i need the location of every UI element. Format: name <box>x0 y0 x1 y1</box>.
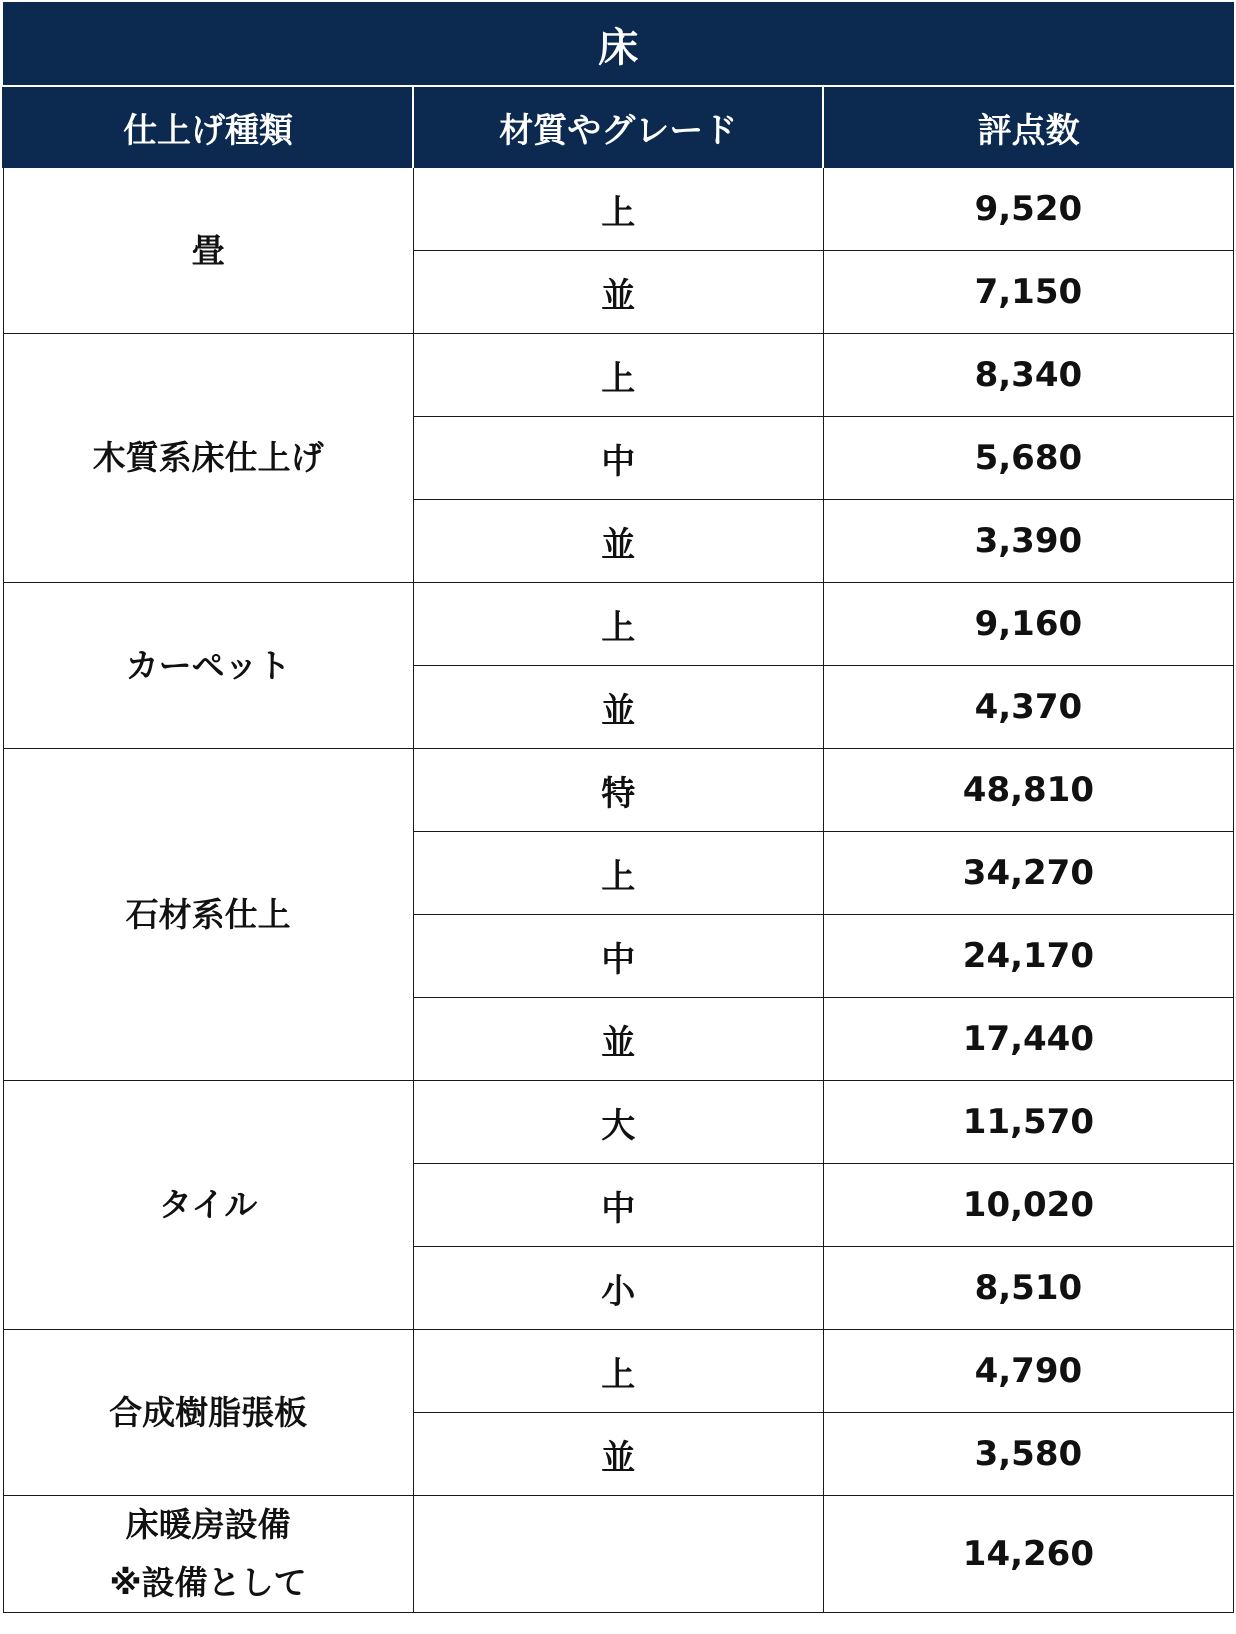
grade-cell: 上 <box>413 168 823 251</box>
score-cell: 3,390 <box>823 500 1233 583</box>
score-cell: 7,150 <box>823 251 1233 334</box>
header-finish-type: 仕上げ種類 <box>3 86 413 168</box>
grade-cell: 中 <box>413 417 823 500</box>
grade-cell: 上 <box>413 1330 823 1413</box>
grade-cell: 並 <box>413 666 823 749</box>
table-header-row <box>3 86 1234 168</box>
score-cell: 17,440 <box>823 998 1233 1081</box>
table-row <box>3 334 1234 417</box>
finish-type-note: ※設備として <box>109 1563 307 1602</box>
score-cell: 8,510 <box>823 1247 1233 1330</box>
floor-score-table <box>2 2 1234 1613</box>
table-row <box>3 1496 1234 1613</box>
table-row <box>3 583 1234 666</box>
score-cell: 4,370 <box>823 666 1233 749</box>
finish-type-name: 床暖房設備 <box>125 1505 291 1544</box>
grade-cell: 特 <box>413 749 823 832</box>
score-cell: 48,810 <box>823 749 1233 832</box>
finish-type-cell: 木質系床仕上げ <box>3 334 413 583</box>
grade-cell <box>413 1496 823 1613</box>
table-title: 床 <box>3 3 1234 87</box>
score-cell: 4,790 <box>823 1330 1233 1413</box>
grade-cell: 中 <box>413 1164 823 1247</box>
table-body <box>3 168 1234 1613</box>
header-material-grade: 材質やグレード <box>413 86 823 168</box>
score-cell: 3,580 <box>823 1413 1233 1496</box>
finish-type-cell: タイル <box>3 1081 413 1330</box>
grade-cell: 並 <box>413 1413 823 1496</box>
grade-cell: 上 <box>413 583 823 666</box>
score-cell: 9,160 <box>823 583 1233 666</box>
score-cell: 9,520 <box>823 168 1233 251</box>
finish-type-cell: 石材系仕上 <box>3 749 413 1081</box>
finish-type-cell: カーペット <box>3 583 413 749</box>
table-title-row <box>3 3 1234 87</box>
score-cell: 14,260 <box>823 1496 1233 1613</box>
grade-cell: 並 <box>413 251 823 334</box>
table-row <box>3 749 1234 832</box>
finish-type-cell: 合成樹脂張板 <box>3 1330 413 1496</box>
score-cell: 5,680 <box>823 417 1233 500</box>
table-row <box>3 168 1234 251</box>
score-cell: 8,340 <box>823 334 1233 417</box>
table-row <box>3 1330 1234 1413</box>
grade-cell: 中 <box>413 915 823 998</box>
score-cell: 24,170 <box>823 915 1233 998</box>
finish-type-cell <box>3 1496 413 1613</box>
grade-cell: 上 <box>413 832 823 915</box>
grade-cell: 並 <box>413 998 823 1081</box>
finish-type-cell: 畳 <box>3 168 413 334</box>
header-score: 評点数 <box>823 86 1233 168</box>
grade-cell: 小 <box>413 1247 823 1330</box>
score-cell: 11,570 <box>823 1081 1233 1164</box>
grade-cell: 大 <box>413 1081 823 1164</box>
score-cell: 10,020 <box>823 1164 1233 1247</box>
table-row <box>3 1081 1234 1164</box>
grade-cell: 並 <box>413 500 823 583</box>
grade-cell: 上 <box>413 334 823 417</box>
score-cell: 34,270 <box>823 832 1233 915</box>
